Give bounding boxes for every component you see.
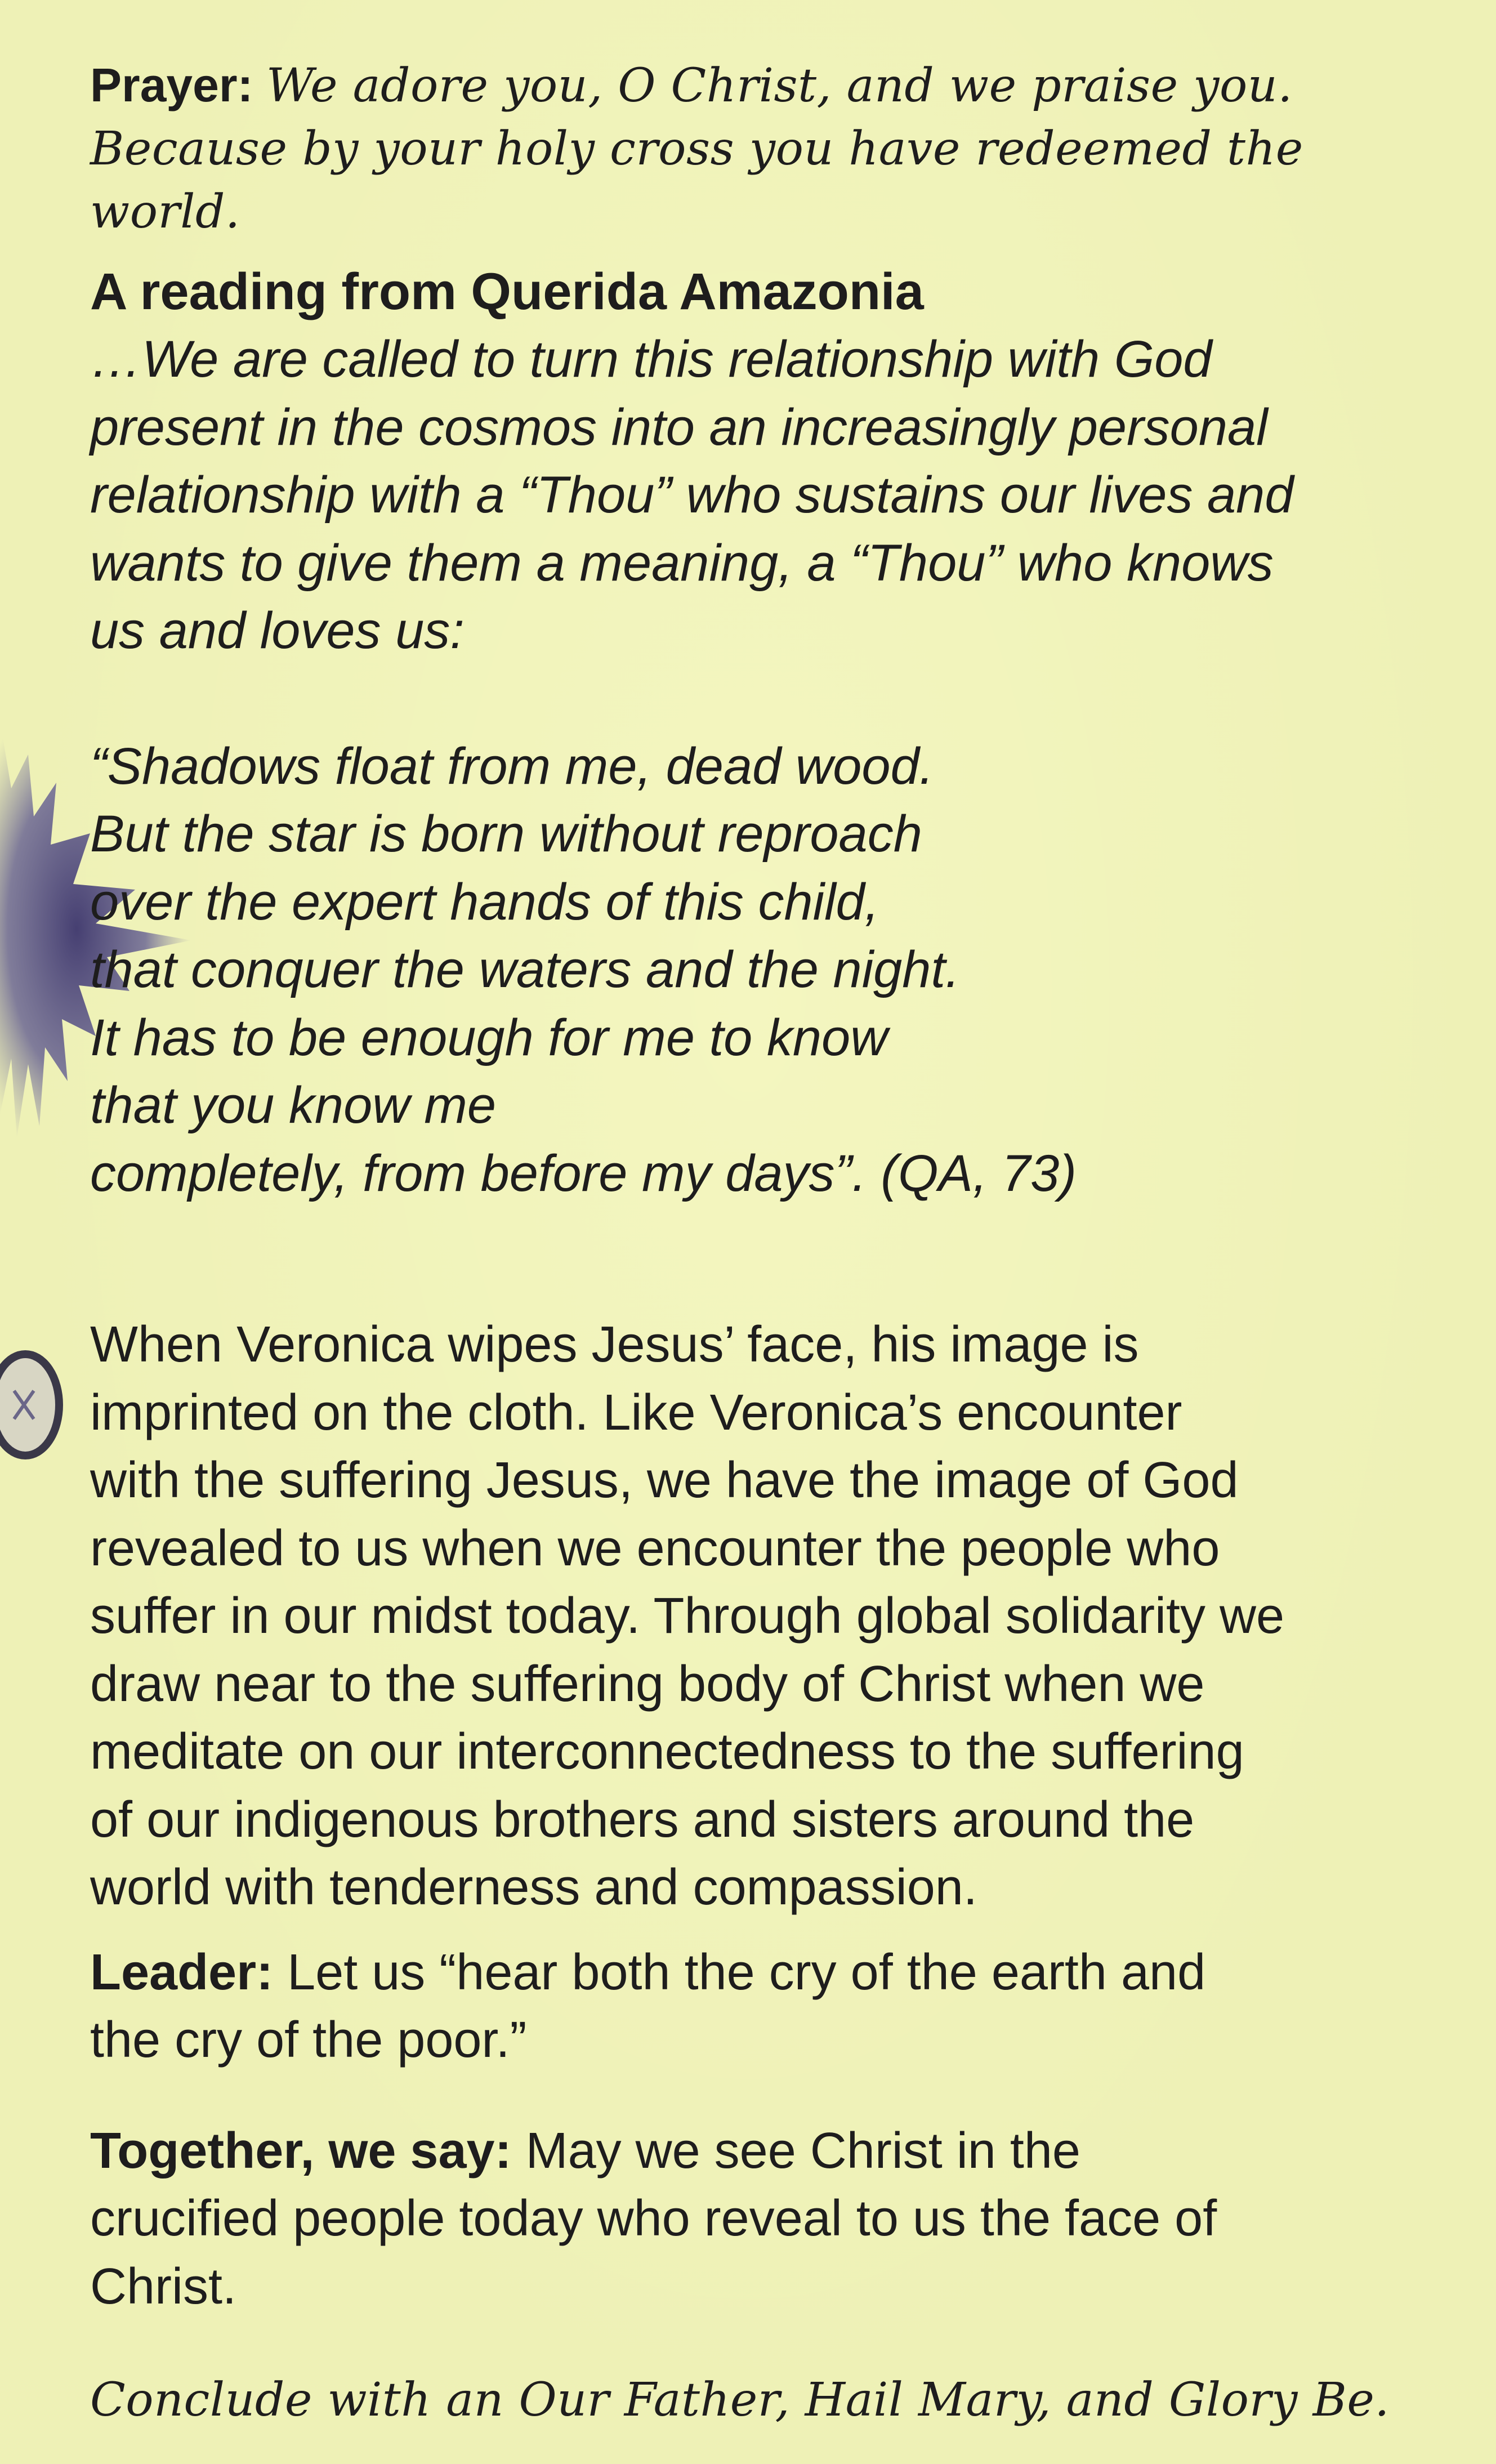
poem-line: over the expert hands of this child, [90, 873, 879, 931]
prayer-line-2: Because by your holy cross you have redeemed the world. [90, 122, 1303, 239]
reading-intro-line: relationship with a “Thou” who sustains our lives and [90, 466, 1294, 524]
leader-label: Leader: [90, 1944, 274, 2001]
poem-line: “Shadows float from me, dead wood. [90, 737, 934, 795]
poem-line: completely, from before my days”. (QA, 73) [90, 1144, 1077, 1202]
reading-intro-line: wants to give them a meaning, a “Thou” who knows [90, 534, 1274, 592]
poem-quote [90, 733, 1453, 1208]
reflection-line: suffer in our midst today. Through global solidarity we [90, 1588, 1285, 1644]
ring-mark-decoration [0, 1346, 73, 1464]
reflection-paragraph [90, 1311, 1453, 1922]
together-label: Together, we say: [90, 2122, 512, 2179]
poem-line: It has to be enough for me to know [90, 1008, 888, 1066]
together-line-3: Christ. [90, 2258, 237, 2315]
reflection-line: revealed to us when we encounter the people who [90, 1520, 1220, 1577]
conclude-instruction: Conclude with an Our Father, Hail Mary, and Glory Be. [90, 2373, 1390, 2427]
leader-line-2: the cry of the poor.” [90, 2012, 527, 2068]
poem-line: that you know me [90, 1077, 497, 1134]
content-column [90, 54, 1453, 2434]
leader-block [90, 1939, 1453, 2074]
together-line-2: crucified people today who reveal to us the face of [90, 2190, 1217, 2247]
reading-intro-line: us and loves us: [90, 602, 465, 659]
reflection-line: draw near to the suffering body of Christ when we [90, 1655, 1205, 1712]
together-block [90, 2117, 1453, 2321]
prayer-line-1: We adore you, O Christ, and we praise you. [266, 59, 1293, 113]
reflection-line: When Veronica wipes Jesus’ face, his image is [90, 1316, 1139, 1373]
reading-intro [90, 325, 1453, 665]
reading-title: A reading from Querida Amazonia [90, 263, 924, 320]
poem-line: that conquer the waters and the night. [90, 941, 960, 998]
reflection-line: of our indigenous brothers and sisters around the [90, 1791, 1195, 1848]
prayer-label: Prayer: [90, 59, 253, 111]
reflection-line: world with tenderness and compassion. [90, 1859, 977, 1916]
leader-line-1: Let us “hear both the cry of the earth and [287, 1944, 1206, 2001]
reflection-line: with the suffering Jesus, we have the image of God [90, 1452, 1239, 1508]
prayer-block [90, 54, 1453, 243]
together-line-1: May we see Christ in the [525, 2122, 1080, 2179]
reflection-line: meditate on our interconnectedness to the suffering [90, 1724, 1244, 1780]
reading-intro-line: present in the cosmos into an increasingly personal [90, 398, 1268, 456]
reading-intro-line: …We are called to turn this relationship with God [90, 331, 1212, 388]
poem-line: But the star is born without reproach [90, 805, 922, 863]
reflection-line: imprinted on the cloth. Like Veronica’s encounter [90, 1384, 1182, 1441]
